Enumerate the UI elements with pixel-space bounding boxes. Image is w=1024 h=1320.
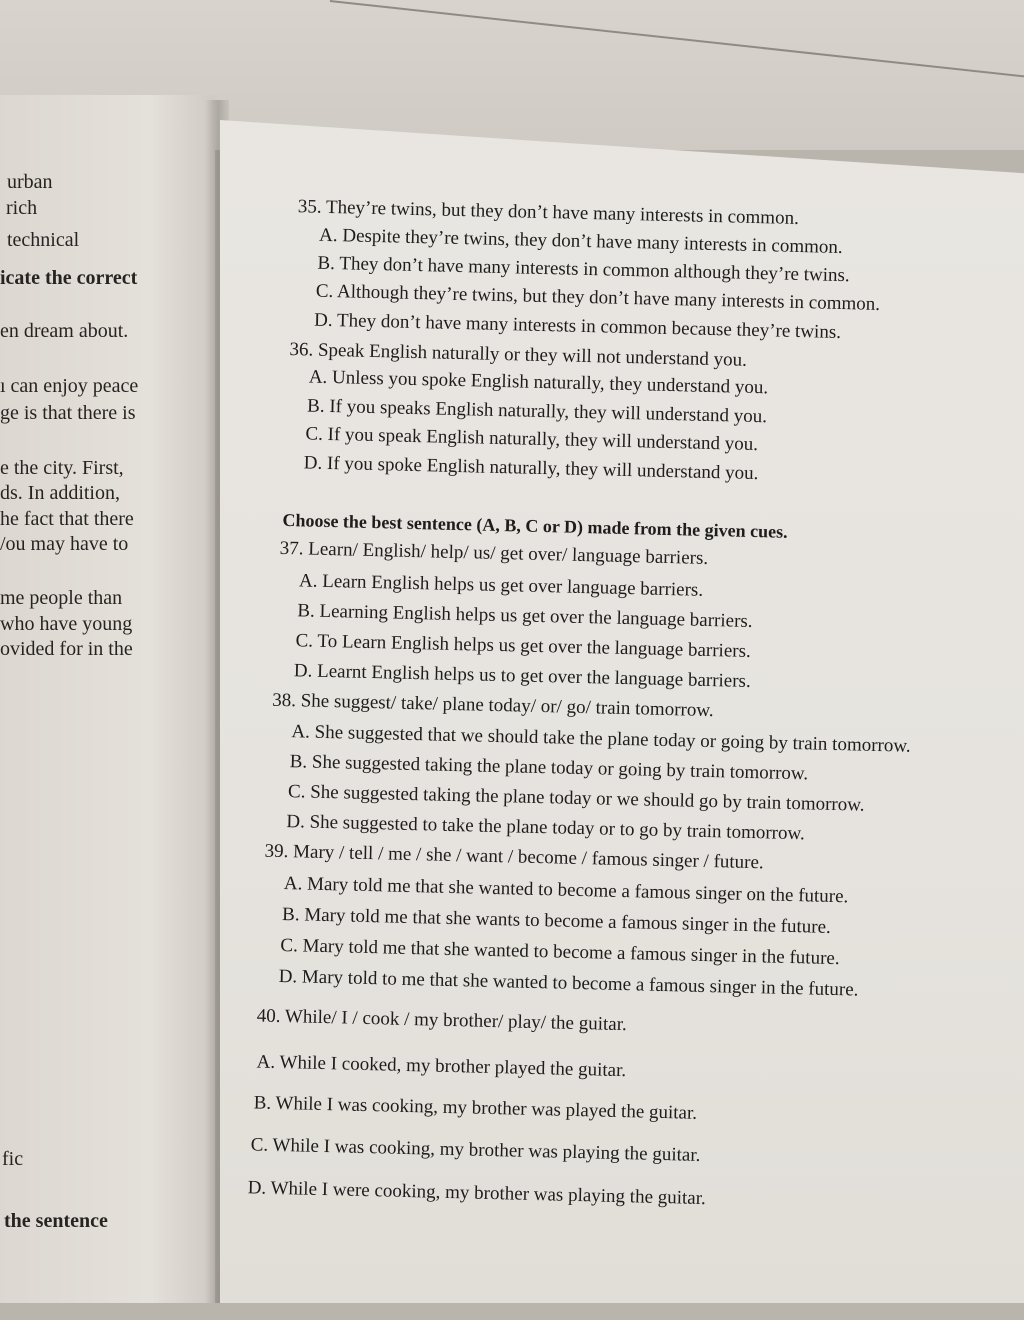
question-39-option-b: B. Mary told me that she wants to become a famous singer in the future. xyxy=(281,904,832,938)
question-37-option-d: D. Learnt English helps us to get over the language barriers. xyxy=(293,660,751,692)
left-page-line: he fact that there xyxy=(0,508,134,530)
question-40-stem: 40. While/ I / cook / my brother/ play/ the guitar. xyxy=(256,1005,627,1036)
question-37-stem: 37. Learn/ English/ help/ us/ get over/ language barriers. xyxy=(279,537,709,569)
question-38-stem: 38. She suggest/ take/ plane today/ or/ go/ train tomorrow. xyxy=(271,689,714,722)
left-page-line: urban xyxy=(7,171,53,193)
question-35-stem: 35. They’re twins, but they don’t have many interests in common. xyxy=(297,196,800,229)
question-35-option-b: B. They don’t have many interests in common although they’re twins. xyxy=(317,252,850,287)
question-37-option-c: C. To Learn English helps us get over the language barriers. xyxy=(295,630,751,662)
left-page-line: ds. In addition, xyxy=(0,482,120,504)
left-page-line: en dream about. xyxy=(0,320,129,342)
question-38-option-a: A. She suggested that we should take the plane today or going by train tomorrow. xyxy=(291,721,911,757)
left-page-line: ovided for in the xyxy=(0,638,133,660)
left-page-line: fic xyxy=(2,1148,24,1170)
question-36-option-d: D. If you spoke English naturally, they will understand you. xyxy=(303,452,759,485)
left-page-line: e the city. First, xyxy=(0,457,124,479)
left-page-line: /ou may have to xyxy=(0,533,129,555)
question-40-option-b: B. While I was cooking, my brother was played the guitar. xyxy=(253,1092,698,1124)
left-page-line: rich xyxy=(6,197,38,219)
left-page-line: me people than xyxy=(0,587,123,609)
left-page-line: the sentence xyxy=(4,1210,108,1232)
left-page-line: who have young xyxy=(0,613,133,635)
question-39-stem: 39. Mary / tell / me / she / want / become / famous singer / future. xyxy=(264,840,764,874)
left-page-line: icate the correct xyxy=(0,267,138,289)
left-page-line: ı can enjoy peace xyxy=(0,375,139,397)
section-instruction: Choose the best sentence (A, B, C or D) made from the given cues. xyxy=(282,509,788,542)
question-39-option-c: C. Mary told me that she wanted to become a famous singer in the future. xyxy=(280,934,840,970)
question-37-option-a: A. Learn English helps us get over language barriers. xyxy=(298,570,704,601)
question-35-option-a: A. Despite they’re twins, they don’t have many interests in common. xyxy=(318,224,843,259)
question-36-stem: 36. Speak English naturally or they will not understand you. xyxy=(289,339,748,371)
question-38-option-b: B. She suggested taking the plane today or going by train tomorrow. xyxy=(289,751,809,785)
question-40-option-d: D. While I were cooking, my brother was playing the guitar. xyxy=(247,1177,707,1210)
question-40-option-c: C. While I was cooking, my brother was playing the guitar. xyxy=(250,1134,701,1166)
question-37-option-b: B. Learning English helps us get over the language barriers. xyxy=(297,600,753,633)
question-38-option-d: D. She suggested to take the plane today or to go by train tomorrow. xyxy=(286,811,805,845)
question-35-option-d: D. They don’t have many interests in common because they’re twins. xyxy=(313,309,842,344)
question-38-option-c: C. She suggested taking the plane today or we should go by train tomorrow. xyxy=(287,781,865,816)
question-36-option-c: C. If you speak English naturally, they will understand you. xyxy=(305,423,759,456)
left-page-line: ge is that there is xyxy=(0,402,136,424)
question-40-option-a: A. While I cooked, my brother played the guitar. xyxy=(256,1051,627,1082)
question-35-option-c: C. Although they’re twins, but they don’t have many interests in common. xyxy=(315,280,881,315)
question-39-option-a: A. Mary told me that she wanted to become a famous singer on the future. xyxy=(283,873,849,908)
left-page-line: technical xyxy=(7,229,80,251)
question-36-option-b: B. If you speaks English naturally, they will understand you. xyxy=(306,395,768,428)
question-39-option-d: D. Mary told to me that she wanted to become a famous singer in the future. xyxy=(278,965,859,1001)
question-36-option-a: A. Unless you spoke English naturally, they understand you. xyxy=(308,366,769,399)
